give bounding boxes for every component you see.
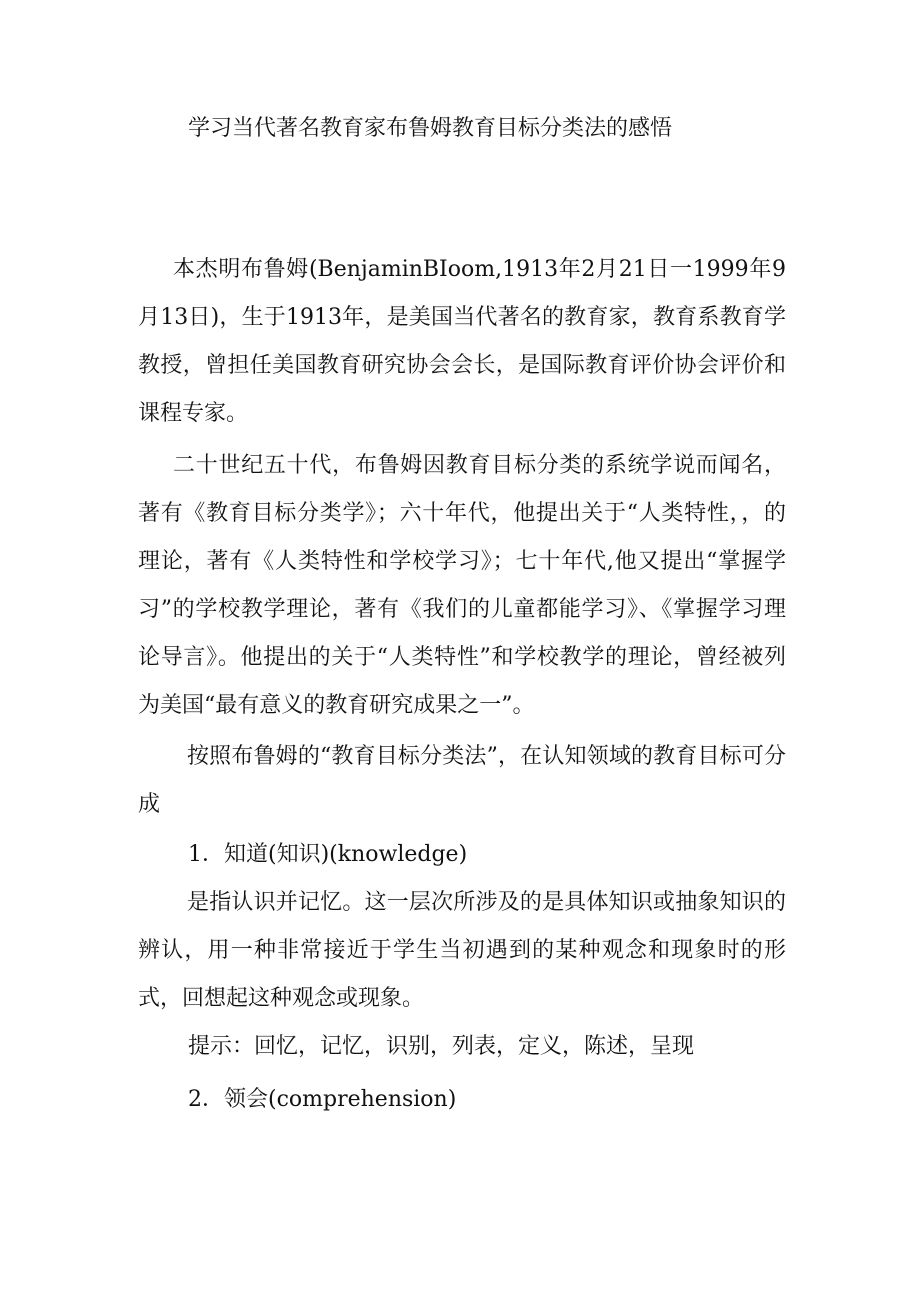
paragraph-biography: 本杰明布鲁姆(BenjaminBIoom,1913年2月21日一1999年9月13日)，生于1913年，是美国当代著名的教育家，教育系教育学教授，曾担任美国教育研究协会会长，是国际教育评价协会评价和课程专家。 (138, 257, 786, 426)
section-heading-comprehension: 2．领会(comprehension) (188, 1087, 457, 1112)
paragraph-works: 二十世纪五十代，布鲁姆因教育目标分类的系统学说而闻名，著有《教育目标分类学》；六十年代，他提出关于“人类特性，，的理论，著有《人类特性和学校学习》；七十年代,他又提出“掌握学习”的学校教学理论，著有《我们的儿童都能学习》、《掌握学习理论导言》。他提出的关于“人类特性”和学校教学的理论，曾经被列为美国“最有意义的教育研究成果之一”。 (138, 453, 786, 718)
section-heading-knowledge: 1．知道(知识)(knowledge) (188, 842, 468, 867)
knowledge-hint: 提示：回忆，记忆，识别，列表，定义，陈述，呈现 (188, 1034, 695, 1059)
paragraph-classification-intro: 按照布鲁姆的“教育目标分类法”，在认知领域的教育目标可分成 (138, 744, 786, 817)
document-title: 学习当代著名教育家布鲁姆教育目标分类法的感悟 (188, 116, 673, 141)
paragraph-knowledge-definition: 是指认识并记忆。这一层次所涉及的是具体知识或抽象知识的辨认，用一种非常接近于学生当初遇到的某种观念和现象时的形式，回想起这种观念或现象。 (138, 890, 786, 1011)
